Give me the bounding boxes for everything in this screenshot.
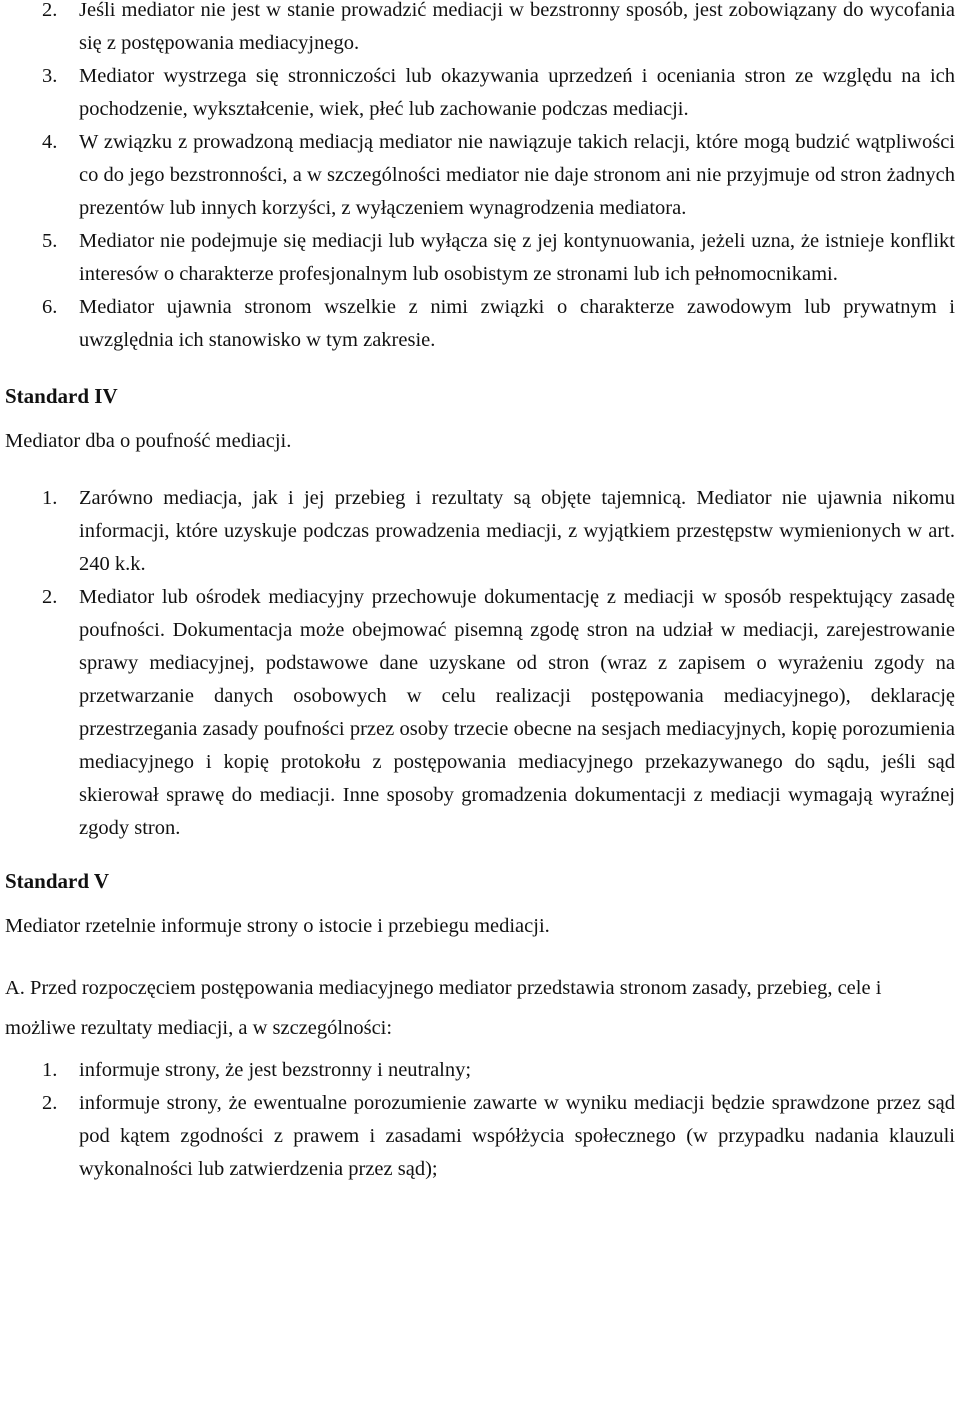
list-item-text: Mediator nie podejmuje się mediacji lub wyłącza się z jej kontynuowania, jeżeli uzna, że istnieje konflikt interesów o charakterze profesjonalnym lub osobistym ze stronami lub ich pełnomocnikami. — [79, 230, 955, 285]
list-item — [0, 581, 960, 845]
list-item — [0, 0, 960, 60]
list-item — [0, 60, 960, 126]
standard-iii-list — [0, 0, 960, 357]
list-item — [0, 1054, 960, 1087]
standard-iv-intro: Mediator dba o poufność mediacji. — [5, 430, 292, 452]
list-item-number: 2. — [42, 1092, 58, 1114]
list-item-number: 4. — [42, 131, 58, 153]
list-item-text: informuje strony, że ewentualne porozumienie zawarte w wyniku mediacji będzie sprawdzone przez sąd pod kątem zgodności z prawem i zasadami współżycia społecznego (w przypadku nadania klauzuli wykonalności lub zatwierdzenia przez sąd); — [79, 1092, 955, 1180]
standard-v-heading: Standard V — [5, 869, 110, 893]
list-item — [0, 482, 960, 581]
standard-v-list — [0, 1054, 960, 1186]
list-item-number: 6. — [42, 296, 58, 318]
list-item — [0, 126, 960, 225]
list-item-text: Jeśli mediator nie jest w stanie prowadzić mediacji w bezstronny sposób, jest zobowiązany do wycofania się z postępowania mediacyjnego. — [79, 0, 955, 54]
list-item-number: 1. — [42, 1059, 58, 1081]
list-item-text: Mediator lub ośrodek mediacyjny przechowuje dokumentację z mediacji w sposób respektujący zasadę poufności. Dokumentacja może obejmować pisemną zgodę stron na udział w mediacji, zarejestrowanie sprawy mediacyjnej, podstawowe dane uzyskane od stron (wraz z zapisem o wyrażeniu zgody na przetwarzanie danych osobowych w celu realizacji postępowania mediacyjnego), deklarację przestrzegania zasady poufności przez osoby trzecie obecne na sesjach mediacyjnych, kopię porozumienia mediacyjnego i kopię protokołu z postępowania mediacyjnego przekazywanego do sądu, jeśli sąd skierował sprawę do mediacji. Inne sposoby gromadzenia dokumentacji z mediacji wymagają wyraźnej zgody stron. — [79, 586, 955, 839]
list-item-number: 5. — [42, 230, 58, 252]
list-item-number: 1. — [42, 487, 58, 509]
list-item-text: Mediator ujawnia stronom wszelkie z nimi związki o charakterze zawodowym lub prywatnym i uwzględnia ich stanowisko w tym zakresie. — [79, 296, 955, 351]
list-item — [0, 291, 960, 357]
list-item-number: 2. — [42, 586, 58, 608]
list-item-number: 2. — [42, 0, 58, 21]
standard-iv-list — [0, 482, 960, 845]
list-item-text: Mediator wystrzega się stronniczości lub okazywania uprzedzeń i oceniania stron ze względu na ich pochodzenie, wykształcenie, wiek, płeć lub zachowanie podczas mediacji. — [79, 65, 955, 120]
list-item-text: Zarówno mediacja, jak i jej przebieg i rezultaty są objęte tajemnicą. Mediator nie ujawnia nikomu informacji, które uzyskuje podczas prowadzenia mediacji, z wyjątkiem przestępstw wymienionych w art. 240 k.k. — [79, 487, 955, 575]
list-item — [0, 1087, 960, 1186]
standard-v-intro: Mediator rzetelnie informuje strony o istocie i przebiegu mediacji. — [5, 915, 550, 937]
standard-iv-heading: Standard IV — [5, 384, 118, 408]
list-item-number: 3. — [42, 65, 58, 87]
list-item-text: W związku z prowadzoną mediacją mediator nie nawiązuje takich relacji, które mogą budzić wątpliwości co do jego bezstronności, a w szczególności mediator nie daje stronom ani nie przyjmuje od stron żadnych prezentów lub innych korzyści, z wyłączeniem wynagrodzenia mediatora. — [79, 131, 955, 219]
list-item-text: informuje strony, że jest bezstronny i neutralny; — [79, 1059, 472, 1081]
standard-v-section-a: A. Przed rozpoczęciem postępowania mediacyjnego mediator przedstawia stronom zasady, przebieg, cele i możliwe rezultaty mediacji, a w szczególności: — [5, 977, 882, 1039]
list-item — [0, 225, 960, 291]
